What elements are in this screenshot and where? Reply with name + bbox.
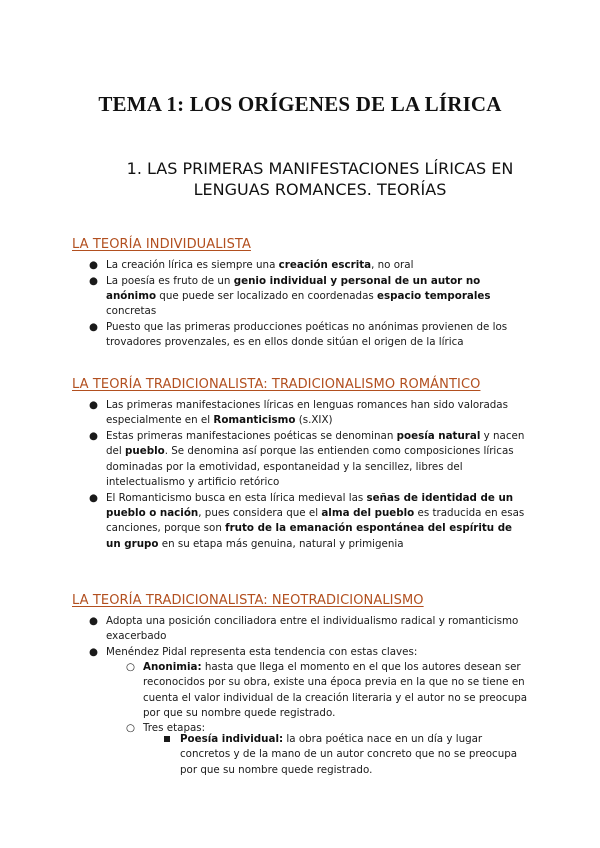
- list-item: ● La poesía es fruto de un genio individual y personal de un autor no anónimo que puede ser localizado en coordenadas espacio temporales concretas: [89, 274, 491, 318]
- subsection-title-neotradicionalismo: LA TEORÍA TRADICIONALISTA: NEOTRADICIONALISMO: [72, 593, 424, 608]
- list-item: ● El Romanticismo busca en esta lírica medieval las señas de identidad de un pueblo o nación, pues considera que el alma del pueblo es traducida en esas canciones, porque son fruto de la emanación espontánea del espíritu de un grupo en su etapa más genuina, natural y primigenia: [89, 491, 525, 550]
- list-item: ● Estas primeras manifestaciones poéticas se denominan poesía natural y nacen del pueblo. Se denomina así porque las entienden como composiciones líricas dominadas por la emotividad, espontaneidad y la sencillez, libres del intelectualismo y artificio retórico: [89, 430, 525, 488]
- bullet-icon: ●: [89, 491, 98, 504]
- circle-bullet-icon: ○: [126, 722, 135, 735]
- list-item: ● Las primeras manifestaciones líricas en lenguas romances han sido valoradas especialmente en el Romanticismo (s.XIX): [89, 399, 508, 427]
- square-bullet-icon: [164, 736, 170, 742]
- list-neotradicionalismo: [89, 614, 526, 661]
- section-heading: [100, 158, 540, 200]
- circle-bullet-icon: ○: [126, 661, 135, 673]
- section-heading-line-1: 1. LAS PRIMERAS MANIFESTACIONES LÍRICAS EN: [126, 159, 514, 178]
- sublist-item: ○ Anonimia: hasta que llega el momento en el que los autores desean ser reconocidos por su obra, existe una época previa en la que no se tiene en cuenta el valor individual de la creación literaria y el autor no se preocupa por que su nombre quede registrado.: [126, 661, 528, 719]
- sublist-etapas: [180, 732, 525, 778]
- bullet-icon: ●: [89, 615, 98, 627]
- list-individualista: [89, 258, 526, 351]
- page-title: TEMA 1: LOS ORÍGENES DE LA LÍRICA: [98, 92, 502, 116]
- bullet-icon: ●: [89, 274, 98, 287]
- sublist-claves: [126, 660, 528, 736]
- bullet-icon: ●: [89, 321, 98, 334]
- list-item: ● Adopta una posición conciliadora entre el individualismo radical y romanticismo exacerbado: [89, 615, 519, 643]
- list-item: ● La creación lírica es siempre una creación escrita, no oral: [106, 258, 526, 273]
- sublist-item: Poesía individual: la obra poética nace en un día y lugar concretos y de la mano de un autor concreto que no se preocupa por que su nombre quede registrado.: [180, 732, 525, 778]
- list-item: ● Menéndez Pidal representa esta tendencia con estas claves:: [106, 645, 526, 660]
- subsection-title-tradicionalismo-romantico: LA TEORÍA TRADICIONALISTA: TRADICIONALISMO ROMÁNTICO: [72, 377, 481, 392]
- subsection-title-individualista: LA TEORÍA INDIVIDUALISTA: [72, 237, 251, 252]
- list-item: ● Puesto que las primeras producciones poéticas no anónimas provienen de los trovadores provenzales, es en ellos donde sitúan el origen de la lírica: [89, 321, 508, 349]
- section-heading-line-2: LENGUAS ROMANCES. TEORÍAS: [193, 180, 447, 199]
- bullet-icon: ●: [89, 259, 98, 271]
- list-tradicionalismo-romantico: [89, 398, 526, 552]
- bullet-icon: ●: [89, 430, 98, 443]
- bullet-icon: ●: [89, 646, 98, 659]
- sublist-item: ○ Tres etapas:: [143, 721, 528, 736]
- bullet-icon: ●: [89, 399, 98, 411]
